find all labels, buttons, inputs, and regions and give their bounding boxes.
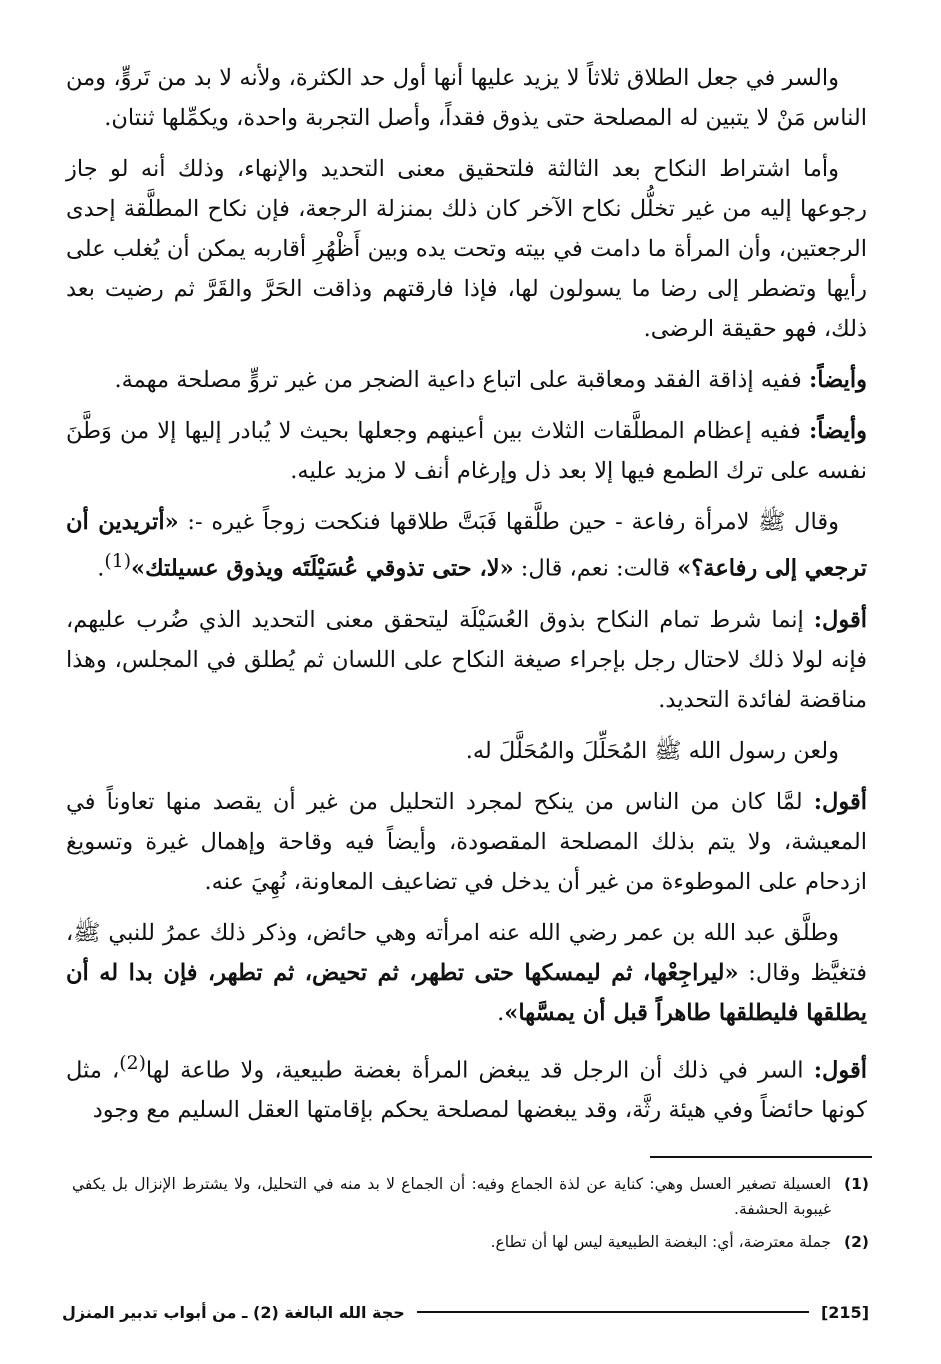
hadith-end: . [497,999,505,1026]
footnotes [72,1172,869,1263]
footnote-ref: (1) [104,551,132,572]
paragraph-aqul-1 [66,600,867,720]
paragraph-triple-divorce: والسر في جعل الطلاق ثلاثاً لا يزيد عليها أنها أول حد الكثرة، ولأنه لا بد من تَروٍّ، ومن الناس مَنْ لا يتبين له المصلحة حتى يذوق فقداً، وأصل التجربة واحدة، ويكمِّلها ثنتان. [66,65,867,131]
footnote-number: (1) [844,1175,869,1193]
paragraph-ibn-umar [66,913,867,1033]
paragraph-hadith-rifaa [66,502,867,589]
paragraph-also-2 [66,411,867,491]
term-label: وأيضاً: [808,367,867,393]
footnote-ref: (2) [119,1052,146,1074]
hadith-intro: وقال ﷺ لامرأة رفاعة - حين طلَّقها فَبَتَّ طلاقها فنكحت زوجاً غيره -: [178,509,839,535]
hadith-quote: «ليراجِعْها، ثم ليمسكها حتى تطهر، ثم تحيض، ثم تطهر، فإن بدا له أن يطلقها فليطلقها طاهراً قبل أن يمسَّها» [66,959,867,1026]
paragraph-aqul-2 [66,782,867,902]
paragraph-text: ، مثل كونها حائضاً وفي هيئة رثَّة، وقد يبغضها لمصلحة يحكم بإقامتها العقل السليم مع وجود [66,1057,867,1123]
term-label: وأيضاً: [808,418,867,444]
footnote-number: (2) [844,1233,869,1251]
paragraph-text: لمَّا كان من الناس من ينكح لمجرد التحليل من غير أن يقصد منها تعاوناً في المعيشة، ولا يتم بذلك المصلحة المقصودة، وأيضاً فيه وقاحة وإهمال غيرة وتسويغ ازدحام على الموطوءة من غير أن يدخل في تضاعيف المعاونة، نُهِيَ عنه. [66,788,867,895]
hadith-quote: «لا، حتى تذوقي عُسَيْلَتَه ويذوق عسيلتك» [131,555,514,582]
term-label: أقول: [813,1057,868,1083]
footnote-text: جملة معترضة، أي: البغضة الطبيعية ليس لها أن تطاع. [490,1233,831,1251]
footnote-text: العسيلة تصغير العسل وهي: كناية عن لذة الجماع وفيه: أن الجماع لا بد منه في التحليل، ولا يشترط الإنزال بل يكفي غيبوبة الحشفة. [72,1175,831,1218]
paragraph-marriage-condition: وأما اشتراط النكاح بعد الثالثة فلتحقيق معنى التحديد والإنهاء، وذلك أنه لو جاز رجوعها إليه من غير تخلُّل نكاح الآخر كان ذلك بمنزلة الرجعة، فإن نكاح المطلَّقة إحدى الرجعتين، وأن المرأة ما دامت في بيته وتحت يده وبين أَظْهُرِ أقاربه يمكن أن يُغلب على رأيها وتضطر إلى رضا ما يسولون لها، فإذا فارقتهم وذاقت الحَرَّ والقَرَّ ثم رضيت بعد ذلك، فهو حقيقة الرضى. [66,156,867,342]
page-number: [215] [820,1302,869,1322]
paragraph-text: إنما شرط تمام النكاح بذوق العُسَيْلَة ليتحقق معنى التحديد الذي ضُرب عليهم، فإنه لولا ذلك لاحتال رجل بإجراء صيغة النكاح على اللسان ثم يُطلق في المجلس، وهذا مناقضة لفائدة التحديد. [66,606,867,713]
footnote-item [72,1230,869,1255]
term-label: أقول: [813,788,867,815]
hadith-mid: قالت: نعم، قال: [513,555,678,582]
footnote-separator [650,1156,872,1158]
page-footer [62,1297,869,1327]
main-text [66,58,867,1141]
term-label: أقول: [813,606,867,633]
hadith-intro: وطلَّق عبد الله بن عمر رضي الله عنه امرأته وهي حائض، وذكر ذلك عمرُ للنبي ﷺ، فتغيَّظ وقال: [66,919,867,986]
paragraph-text: ففيه إعظام المطلَّقات الثلاث بين أعينهم وجعلها بحيث لا يُبادر إليها إلا من وَطَّنَ نفسه على ترك الطمع فيها إلا بعد ذل وإرغام أنف لا مزيد عليه. [66,418,867,484]
paragraph-muhallil: ولعن رسول الله ﷺ المُحَلِّلَ والمُحَلَّلَ له. [465,737,839,764]
footer-rule [417,1311,809,1313]
running-title: حجة الله البالغة (2) ـ من أبواب تدبير المنزل [62,1302,405,1322]
paragraph-text: السر في ذلك أن الرجل قد يبغض المرأة بغضة طبيعية، ولا طاعة لها [145,1057,814,1083]
footnote-item [72,1172,869,1222]
paragraph-also-1 [66,360,867,400]
hadith-quote: «أتريدين أن ترجعي إلى رفاعة؟» [66,509,867,582]
hadith-end: . [97,555,105,582]
paragraph-text: ففيه إذاقة الفقد ومعاقبة على اتباع داعية الضجر من غير تروٍّ مصلحة مهمة. [114,367,809,393]
paragraph-aqul-3 [66,1044,867,1131]
